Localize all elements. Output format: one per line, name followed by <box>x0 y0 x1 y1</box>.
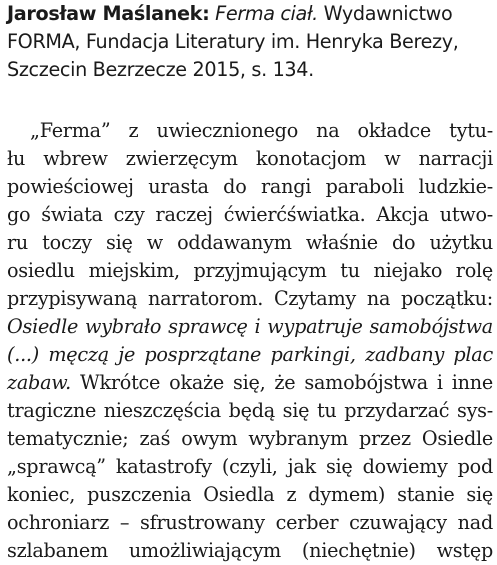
body-line-6: osiedlu miejskim, przyjmującym tu niejako rolę <box>7 259 493 282</box>
body-line-2: łu wbrew zwierzęcym konotacjom w narracji <box>7 147 493 170</box>
author-name: Jarosław Maślanek: <box>7 2 210 25</box>
body-line-11: tragiczne nieszczęścia będą się tu przydarzać sys- <box>7 399 493 422</box>
body-line-15: ochroniarz – sfrustrowany cerber czuwający nad <box>7 511 493 534</box>
quote-end: zabaw. <box>7 371 72 394</box>
body-line-1: „Ferma” z uwiecznionego na okładce tytu- <box>30 119 493 142</box>
quote-line-2: (...) męczą je posprzątane parkingi, zadbany plac <box>7 343 493 366</box>
body-line-4: go świata czy raczej ćwierćświatka. Akcja utwo- <box>7 203 493 226</box>
header-line-3: Szczecin Bezrzecze 2015, s. 134. <box>7 58 314 81</box>
header-line-1 <box>7 0 493 28</box>
publisher-start: Wydawnictwo <box>323 2 453 25</box>
body-line-5: ru toczy się w oddawanym właśnie do użytku <box>7 231 493 254</box>
quote-line-1: Osiedle wybrało sprawcę i wypatruje samobójstwa <box>7 315 493 338</box>
body-line-13: „sprawcą” katastrofy (czyli, jak się dowiemy pod <box>7 455 493 478</box>
body-line-16: szlabanem umożliwiającym (niechętnie) wstęp <box>7 539 493 562</box>
body-line-7: przypisywaną narratorom. Czytamy na początku: <box>7 287 493 310</box>
body-line-10-text: Wkrótce okaże się, że samobójstwa i inne <box>71 371 493 394</box>
body-line-12: tematycznie; zaś owym wybranym przez Osiedle <box>7 427 493 450</box>
review-paragraph <box>7 117 493 565</box>
book-title: Ferma ciał. <box>215 2 318 25</box>
body-line-10 <box>7 369 493 397</box>
body-line-14: koniec, puszczenia Osiedla z dymem) stanie się <box>7 483 493 506</box>
header-line-2: FORMA, Fundacja Literatury im. Henryka Berezy, <box>7 30 459 53</box>
body-line-3: powieściowej urasta do rangi paraboli ludzkie- <box>7 175 493 198</box>
bibliographic-header <box>7 0 493 84</box>
